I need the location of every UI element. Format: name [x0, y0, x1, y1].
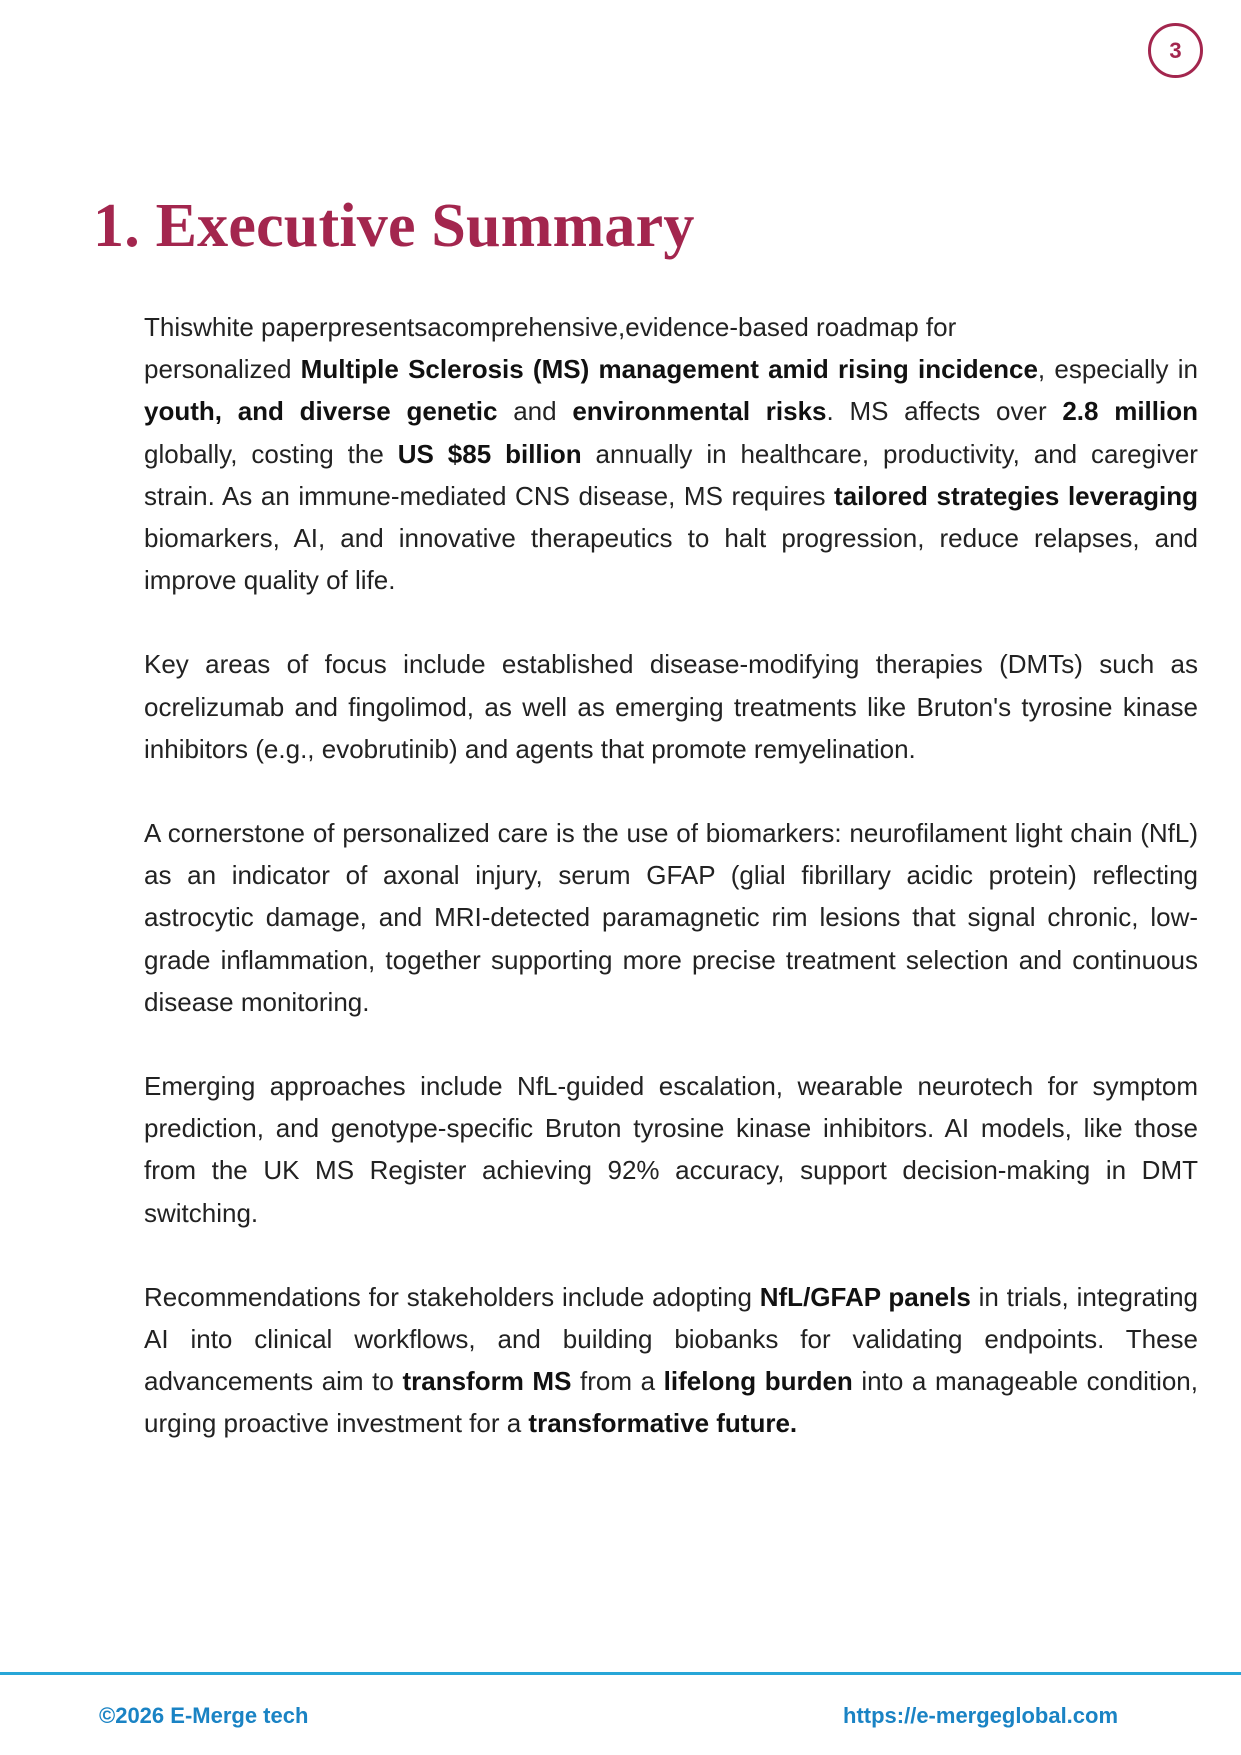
paragraph-intro — [144, 306, 1198, 601]
intro-bold-youth: youth, and diverse genetic — [144, 396, 498, 427]
intro-bold-environmental: environmental risks — [572, 396, 827, 427]
rec-bold-panels: NfL/GFAP panels — [759, 1281, 971, 1312]
rec-bold-future: transformative future. — [528, 1408, 798, 1439]
paragraph-recommendations — [144, 1276, 1198, 1445]
rec-bold-transform: transform MS — [402, 1366, 572, 1397]
rec-text-3: from a — [571, 1366, 664, 1397]
intro-bold-prevalence: 2.8 million — [1062, 396, 1198, 427]
intro-text-5: globally, costing the — [144, 438, 398, 469]
intro-text-7: biomarkers, AI, and innovative therapeutics to halt progression, reduce relapses, and improve quality of life. — [144, 523, 1198, 596]
intro-bold-strategies: tailored strategies leveraging — [834, 480, 1198, 511]
intro-text-2: , especially in — [1037, 354, 1198, 385]
rec-text-1: Recommendations for stakeholders include adopting — [144, 1281, 760, 1312]
intro-bold-cost: US $85 billion — [397, 438, 582, 469]
intro-text-6: annually in healthcare, productivity, and caregiver strain. As an immune-mediated CNS disease, MS requires — [144, 438, 1198, 511]
executive-summary-body — [144, 306, 1198, 1487]
intro-text-4: . MS affects over — [826, 396, 1063, 427]
rec-text-2: in trials, integrating AI into clinical workflows, and building biobanks for validating endpoints. These advancements aim to — [144, 1281, 1199, 1397]
rec-text-4: into a manageable condition, urging proactive investment for a — [144, 1366, 1198, 1439]
page-number-badge — [1148, 23, 1203, 78]
paragraph-dmts: Key areas of focus include established disease-modifying therapies (DMTs) such as ocrelizumab and fingolimod, as well as emerging treatments like Bruton's tyrosine kinase inhibitors (e.g., evobrutinib) and agents that promote remyelination. — [144, 649, 1198, 764]
rec-bold-burden: lifelong burden — [663, 1366, 853, 1397]
paragraph-biomarkers: A cornerstone of personalized care is the use of biomarkers: neurofilament light chain (NfL) as an indicator of axonal injury, serum GFAP (glial fibrillary acidic protein) reflecting astrocytic damage, and MRI-detected paramagnetic rim lesions that signal chronic, low-grade inflammation, together supporting more precise treatment selection and continuous disease monitoring. — [144, 818, 1198, 1017]
footer-divider — [0, 1672, 1241, 1675]
paragraph-emerging-approaches: Emerging approaches include NfL-guided escalation, wearable neurotech for symptom prediction, and genotype-specific Bruton tyrosine kinase inhibitors. AI models, like those from the UK MS Register achieving 92% accuracy, support decision-making in DMT switching. — [144, 1071, 1198, 1228]
intro-text-3: and — [497, 396, 573, 427]
footer-website-link[interactable]: https://e-mergeglobal.com — [843, 1703, 1119, 1728]
intro-bold-ms-management: Multiple Sclerosis (MS) management amid rising incidence — [300, 354, 1038, 385]
page-number: 3 — [1169, 37, 1182, 63]
intro-first-line: Thiswhite paperpresentsacomprehensive,evidence-based roadmap for — [144, 312, 957, 342]
footer-copyright: ©2026 E-Merge tech — [99, 1703, 309, 1728]
section-title: 1. Executive Summary — [93, 192, 695, 260]
intro-text-1: personalized — [144, 354, 301, 385]
